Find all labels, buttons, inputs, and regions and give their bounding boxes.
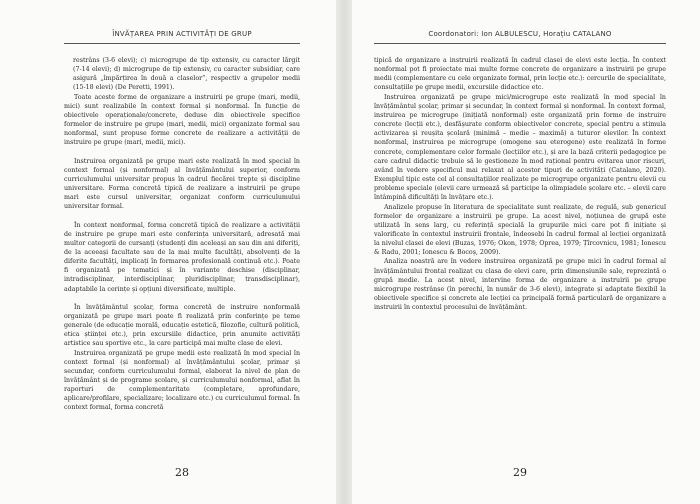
left-page-number: 28 xyxy=(175,466,189,479)
left-paragraph-3: Instruirea organizată pe grupe mari este realizată în mod special în context formal (și nonformal) al învățământului superior, conform curriculumului universitar propus în cadrul fiecărei trepte și discipline universitare. Forma concretă tipică de realizare a instruirii pe grupe mari este cursul universitar, organizat conform curriculumului universitar formal. xyxy=(64,157,300,211)
right-paragraph-3: Analizele propuse în literatura de specialitate sunt realizate, de regulă, sub genericul formelor de organizare a instruirii pe grupe. La acest nivel, noțiunea de grupă este utilizată în sens larg, cu referință specială la grupurile mici care pot fi inițiate și valorificate în contextul instruirii frontale, îndeosebi în cadrul formal al lecției organizată la nivelul clasei de elevi (Buzas, 1976; Okon, 1978; Oprea, 1979; Țîrcovnicu, 1981; Ionescu & Radu, 2001; Ionescu & Bocoș, 2009). xyxy=(374,203,666,257)
book-gutter xyxy=(336,0,352,504)
left-paragraph-4: În context nonformal, forma concretă tipică de realizare a activității de instruire pe grupe mari este conferința universitară, adresată mai multor categorii de cursanți (studenți din aceleași an sau din ani diferiți, de la aceeași facultate sau de la mai multe facultăți, absolvenți de la diferite facultăți, implicați în formarea profesională continuă etc.). Poate fi organizată pe tematici și în variante deschise (disciplinar, intradisciplinar, interdisciplinar, pluridisciplinar, transdisciplinar), adaptabile la cerințe și opțiuni diversificate, multiple. xyxy=(64,221,300,293)
right-page xyxy=(352,0,700,504)
right-page-number: 29 xyxy=(513,466,527,479)
right-page-body xyxy=(374,56,666,312)
right-paragraph-2: Instruirea organizată pe grupe mici/microgrupe este realizată în mod special în învățământul școlar, primar și secundar, în context formal și nonformal. În context formal, instruirea pe microgrupe (inițiată nonformal) este organizată prin forme de instruire concrete (lecții etc.), desfășurate conform obiectivelor concrete, special pentru a stimula activizarea și reușita școlară (minimă – medie – maximă) a tuturor elevilor. În context nonformal, instruirea pe microgrupe (omogene sau eterogene) este realizată în forme concrete, complementare celor formale (lecțiilor etc.), și are la bază criterii pedagogice pe care cadrul didactic trebuie să le gestioneze în mod rațional pentru evitarea unor riscuri, având în vedere specificul mai relaxat al acestor tipuri de activități (Catalano, 2020). Exemplul tipic este cel al consultațiilor realizate pe microgrupe organizate pentru elevii cu probleme speciale (elevii care urmează să participe la olimpiadele școlare etc. – elevii care întâmpină dificultăți în învățare etc.). xyxy=(374,93,666,202)
left-paragraph-5: În învățământul școlar, forma concretă de instruire nonformală organizată pe grupe mari poate fi realizată prin conferințe pe teme generale (de educație morală, educație estetică, filozofie, cultură politică, etica științei etc.), prin excursiile didactice, prin anumite activități artistice sau sportive etc., la care participă mai multe clase de elevi. xyxy=(64,303,301,348)
right-paragraph-4: Analiza noastră are în vedere instruirea organizată pe grupe mici în cadrul formal al învățământului frontal realizat cu clasa de elevi care, prin dimensiunile sale, reprezintă o grupă medie. La acest nivel, intervine forma de organizare a instruirii pe grupe microgrupe restrânse (în perechi, în număr de 3-6 elevi), integrate și adaptate flexibil la obiectivele specifice și concrete ale lecției ca principală formă particulară de organizare a instruirii în contextul procesului de învățământ. xyxy=(374,258,666,312)
right-paragraph-1: tipică de organizare a instruirii realizată în cadrul clasei de elevi este lecția. În context nonformal pot fi proiectate mai multe forme concrete de organizare a instruirii pe grupe medii (complementare cu cele organizate formal, prin lecție etc.): cercurile de specialitate, consultațiile pe grupe medii, excursiile didactice etc. xyxy=(374,57,666,92)
left-page-body xyxy=(64,56,300,413)
left-page xyxy=(0,0,336,504)
left-running-header: ÎNVĂȚAREA PRIN ACTIVITĂȚI DE GRUP xyxy=(64,30,300,44)
left-paragraph-2: Toate aceste forme de organizare a instruirii pe grupe (mari, medii, mici) sunt realizabile în context formal și nonformal. În funcție de obiectivele operaționale/concrete, deduse din obiectivele specifice formelor de instruire pe grupe (mari, medii, mici) organizate formal sau nonformal, sunt propuse forme concrete de realizare a activității de instruire pe grupe (mari, medii, mici). xyxy=(64,93,300,147)
left-paragraph-1: restrâns (3-6 elevi); c) microgrupe de tip extensiv, cu caracter lărgit (7-14 elevi); d) microgrupe de tip extensiv, cu caracter subsidiar, care asigură „împărțirea în două a claselor”, respectiv a grupelor medii (15-18 elevi) (De Peretti, 1991). xyxy=(73,57,300,92)
right-running-header: Coordonatori: Ion ALBULESCU, Horațiu CATALANO xyxy=(374,30,666,44)
left-paragraph-6: Instruirea organizată pe grupe medii este realizată în mod special în context formal (și nonformal) al învățământului școlar, primar și secundar, conform curriculumului formal, elaborat la nivel de plan de învățământ și de programe școlare, și curriculumului nonformal, aflat în raporturi de complementaritate (completare, aprofundare, aplicare/profilare, specializare; localizare etc.) cu curriculumul formal. În context formal, forma concretă xyxy=(64,349,300,412)
